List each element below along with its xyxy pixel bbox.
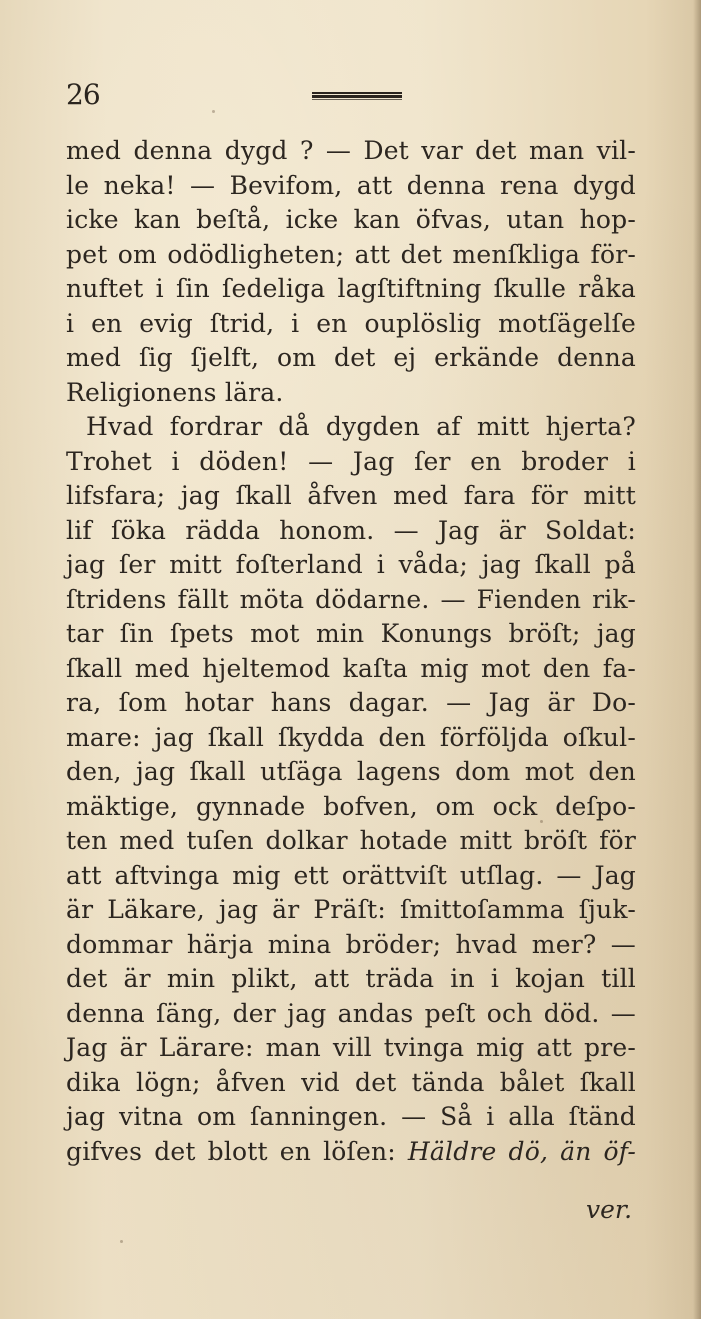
paragraph-end-line: Religionens lära. bbox=[66, 377, 284, 407]
final-line-italic: Häldre dö, än öf- bbox=[407, 1136, 636, 1166]
paper-speck bbox=[120, 1240, 123, 1243]
paper-speck bbox=[212, 110, 215, 113]
text-line: lifsfara; jag ſkall åfven med fara för mitt bbox=[66, 481, 636, 510]
text-line: Jag är Lärare: man vill tvinga mig att pre- bbox=[66, 1033, 636, 1062]
text-line: ra, ſom hotar hans dagar. — Jag är Do- bbox=[66, 688, 636, 717]
final-line-roman: gifves det blott en löſen: bbox=[66, 1136, 408, 1166]
text-line: är Läkare, jag är Präſt: ſmittoſamma ſjuk- bbox=[66, 895, 636, 924]
text-line: Trohet i döden! — Jag ſer en broder i bbox=[66, 446, 636, 476]
text-line: denna ſäng, der jag andas peſt och död. — bbox=[66, 998, 636, 1028]
text-line: med ſig ſjelft, om det ej erkände denna bbox=[66, 343, 636, 372]
catchword: ver. bbox=[586, 1195, 633, 1224]
paragraph-start-line: Hvad fordrar då dygden af mitt hjerta? bbox=[86, 412, 636, 441]
text-line: ſkall med hjeltemod kaſta mig mot den fa- bbox=[66, 653, 636, 683]
text-line: dommar härja mina bröder; hvad mer? — bbox=[66, 929, 636, 959]
text-line: ten med tuſen dolkar hotade mitt bröſt för bbox=[66, 826, 636, 855]
text-line: jag ſer mitt foſterland i våda; jag ſkall på bbox=[66, 550, 636, 579]
text-line: att aftvinga mig ett orättviſt utſlag. — Jag bbox=[66, 860, 636, 890]
final-text-line bbox=[66, 1135, 636, 1170]
text-line: nuftet i ſin ſedeliga lagſtiftning ſkulle råka bbox=[66, 274, 636, 303]
text-line: ſtridens fällt möta dödarne. — Fienden rik- bbox=[66, 584, 636, 614]
body-text bbox=[66, 134, 636, 1169]
text-line: med denna dygd ? — Det var det man vil- bbox=[66, 136, 636, 165]
page-header bbox=[66, 80, 406, 110]
header-rule-ornament bbox=[312, 92, 402, 100]
text-line: det är min plikt, att träda in i kojan till bbox=[66, 964, 636, 993]
text-line: le neka! — Bevifom, att denna rena dygd bbox=[66, 170, 636, 200]
text-line: lif ſöka rädda honom. — Jag är Soldat: bbox=[66, 515, 636, 545]
text-line: tar ſin ſpets mot min Konungs bröſt; jag bbox=[66, 619, 636, 648]
text-line: dika lögn; åfven vid det tända bålet ſkall bbox=[66, 1067, 636, 1097]
page-number: 26 bbox=[66, 78, 100, 111]
text-line: jag vitna om ſanningen. — Så i alla ſtänd bbox=[66, 1102, 636, 1131]
text-line: den, jag ſkall utſäga lagens dom mot den bbox=[66, 757, 636, 786]
text-line: i en evig ſtrid, i en ouplöslig motſägelſe bbox=[66, 308, 636, 338]
text-line: mare: jag ſkall ſkydda den förföljda oſkul- bbox=[66, 722, 636, 752]
page-edge-shadow bbox=[693, 0, 701, 1319]
text-line: icke kan beſtå, icke kan öfvas, utan hop- bbox=[66, 205, 636, 234]
text-line: pet om odödligheten; att det menſkliga för- bbox=[66, 239, 636, 269]
text-line: mäktige, gynnade bofven, om ock deſpo- bbox=[66, 791, 636, 821]
